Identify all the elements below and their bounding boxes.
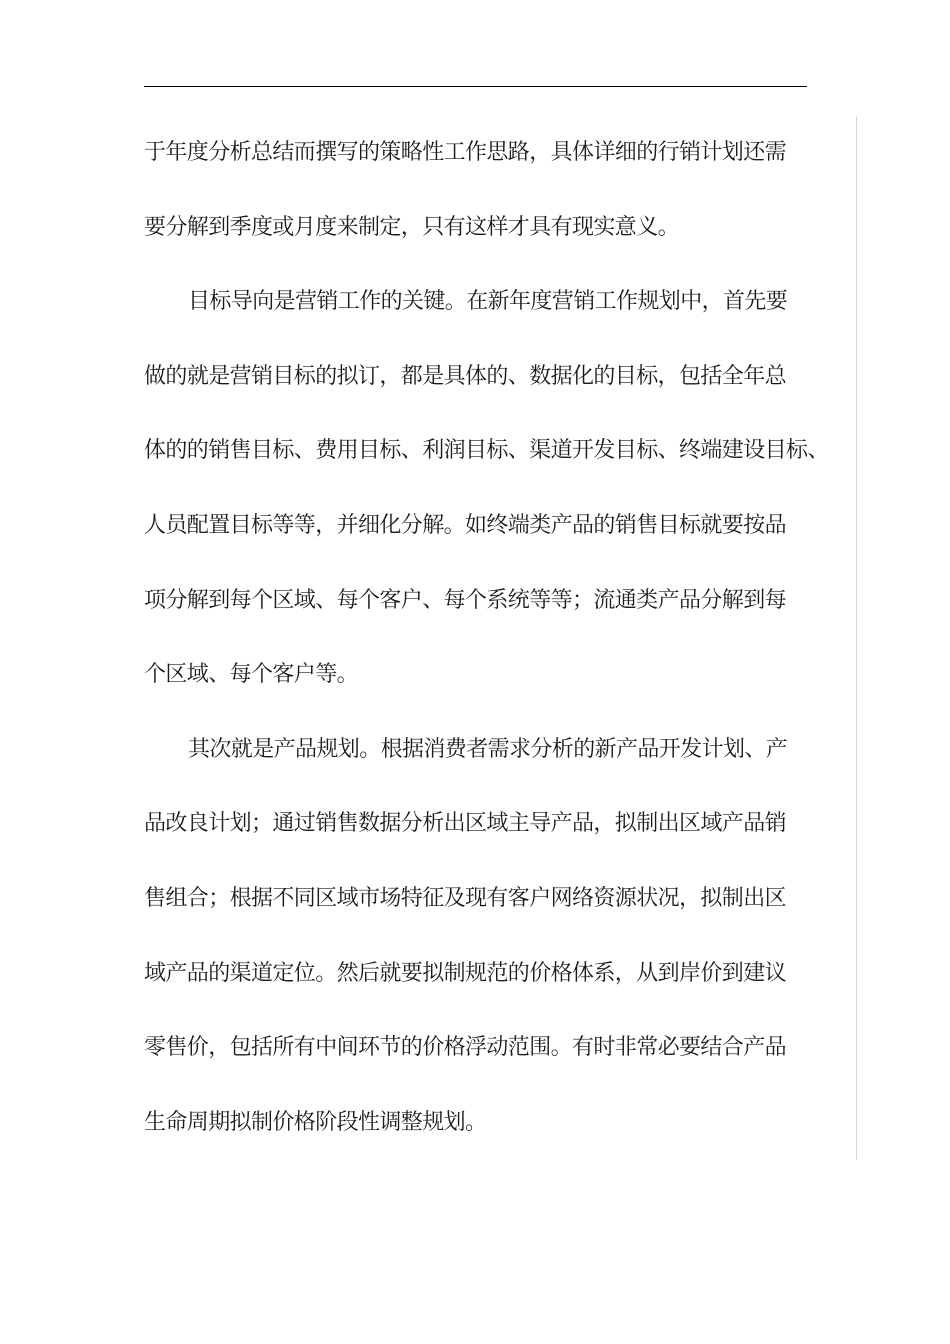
margin-rule (856, 116, 857, 1160)
text-line: 其次就是产品规划。根据消费者需求分析的新产品开发计划、产 (188, 736, 788, 762)
text-line: 域产品的渠道定位。然后就要拟制规范的价格体系，从到岸价到建议 (144, 960, 787, 986)
text-line: 项分解到每个区域、每个客户、每个系统等等；流通类产品分解到每 (144, 587, 787, 613)
paragraph-3 (144, 713, 807, 1161)
paragraph-1 (144, 116, 807, 265)
text-line: 体的的销售目标、费用目标、利润目标、渠道开发目标、终端建设目标、 (144, 438, 829, 464)
text-line: 目标导向是营销工作的关键。在新年度营销工作规划中，首先要 (188, 289, 788, 315)
text-line: 于年度分析总结而撰写的策略性工作思路，具体详细的行销计划还需 (144, 140, 787, 165)
header-rule (144, 86, 807, 87)
text-line: 品改良计划；通过销售数据分析出区域主导产品，拟制出区域产品销 (144, 811, 787, 837)
text-line: 人员配置目标等等，并细化分解。如终端类产品的销售目标就要按品 (144, 512, 787, 538)
text-line: 个区域、每个客户等。 (144, 662, 359, 688)
text-line: 做的就是营销目标的拟订，都是具体的、数据化的目标，包括全年总 (144, 363, 787, 389)
text-line: 要分解到季度或月度来制定，只有这样才具有现实意义。 (144, 214, 680, 240)
document-body (144, 116, 829, 1160)
paragraph-2 (144, 265, 829, 713)
text-line: 零售价，包括所有中间环节的价格浮动范围。有时非常必要结合产品 (144, 1035, 787, 1061)
text-line: 售组合；根据不同区域市场特征及现有客户网络资源状况，拟制出区 (144, 885, 787, 911)
text-line: 生命周期拟制价格阶段性调整规划。 (144, 1109, 487, 1135)
